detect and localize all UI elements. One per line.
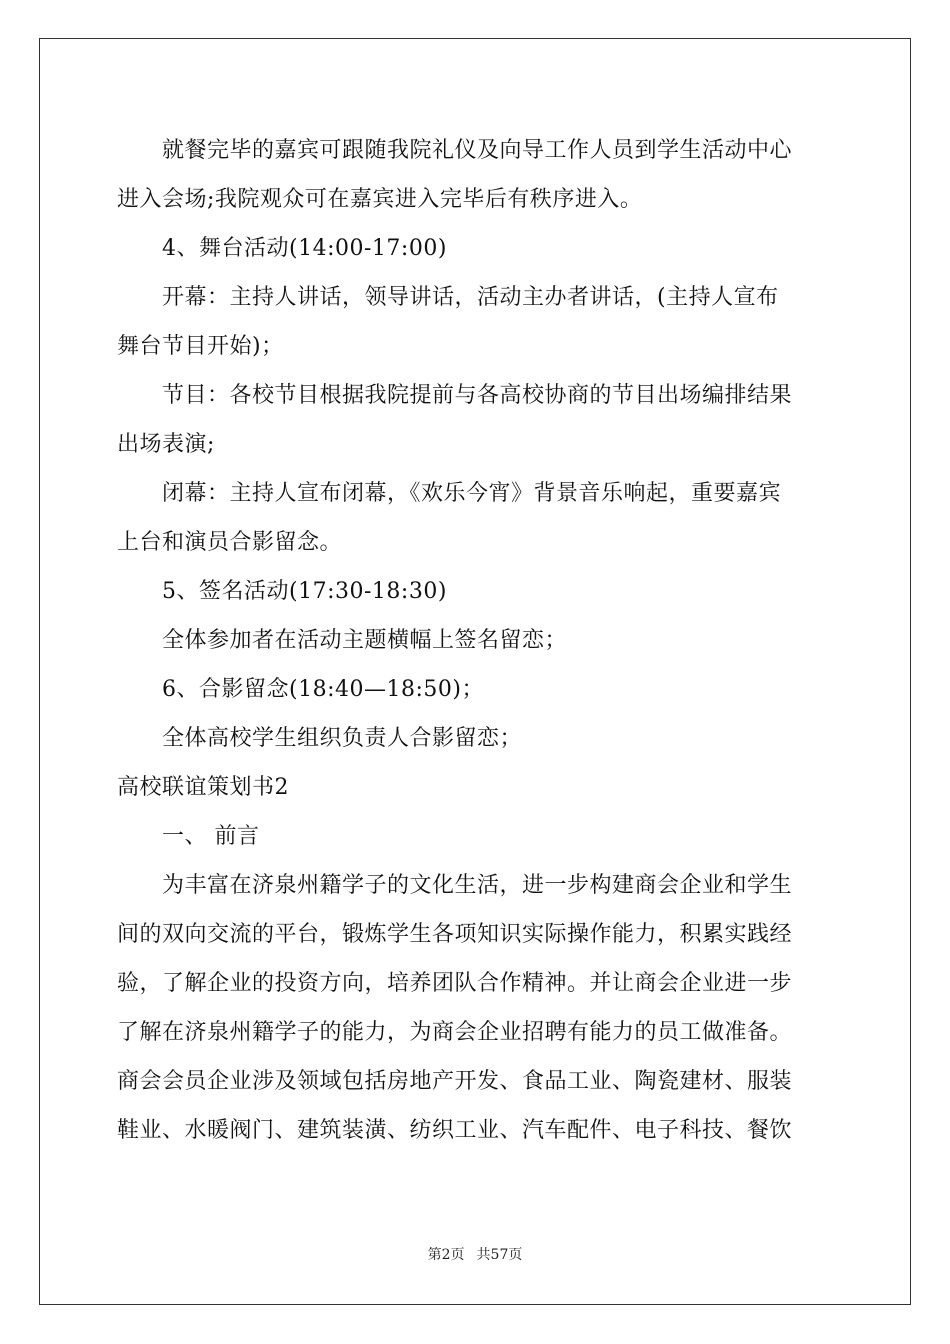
text-line: 鞋业、水暖阀门、建筑装潢、纺织工业、汽车配件、电子科技、餐饮 (117, 1118, 793, 1143)
text-line: 就餐完毕的嘉宾可跟随我院礼仪及向导工作人员到学生活动中心 (117, 138, 793, 163)
text-line: 全体高校学生组织负责人合影留恋； (117, 726, 523, 751)
text-line: 4、舞台活动(14:00-17:00) (117, 236, 447, 261)
text-line: 进入会场;我院观众可在嘉宾进入完毕后有秩序进入。 (117, 187, 643, 212)
section-heading: 高校联谊策划书2 (117, 775, 289, 800)
page-total: 共57页 (476, 1247, 523, 1263)
text-line: 为丰富在济泉州籍学子的文化生活，进一步构建商会企业和学生 (117, 873, 793, 898)
text-line: 出场表演; (117, 432, 215, 457)
text-line: 5、签名活动(17:30-18:30) (117, 579, 447, 604)
text-line: 节目：各校节目根据我院提前与各高校协商的节目出场编排结果 (117, 383, 793, 408)
text-line: 了解在济泉州籍学子的能力，为商会企业招聘有能力的员工做准备。 (117, 1020, 793, 1045)
text-line: 上台和演员合影留念。 (117, 530, 343, 555)
text-line: 间的双向交流的平台，锻炼学生各项知识实际操作能力，积累实践经 (117, 922, 793, 947)
page-number: 第2页 (427, 1247, 465, 1263)
text-line: 商会会员企业涉及领域包括房地产开发、食品工业、陶瓷建材、服装 (117, 1069, 793, 1094)
text-line: 6、合影留念(18:40—18:50)； (117, 677, 484, 702)
text-line: 一、 前言 (117, 824, 260, 849)
page-footer (0, 1246, 950, 1264)
text-line: 舞台节目开始)； (117, 334, 284, 359)
text-line: 闭幕：主持人宣布闭幕，《欢乐今宵》背景音乐响起，重要嘉宾 (117, 481, 782, 506)
text-line: 全体参加者在活动主题横幅上签名留恋； (117, 628, 568, 653)
text-line: 验，了解企业的投资方向，培养团队合作精神。并让商会企业进一步 (117, 971, 793, 996)
text-line: 开幕：主持人讲话，领导讲话，活动主办者讲话，(主持人宣布 (117, 285, 779, 310)
page-border (39, 38, 911, 1305)
